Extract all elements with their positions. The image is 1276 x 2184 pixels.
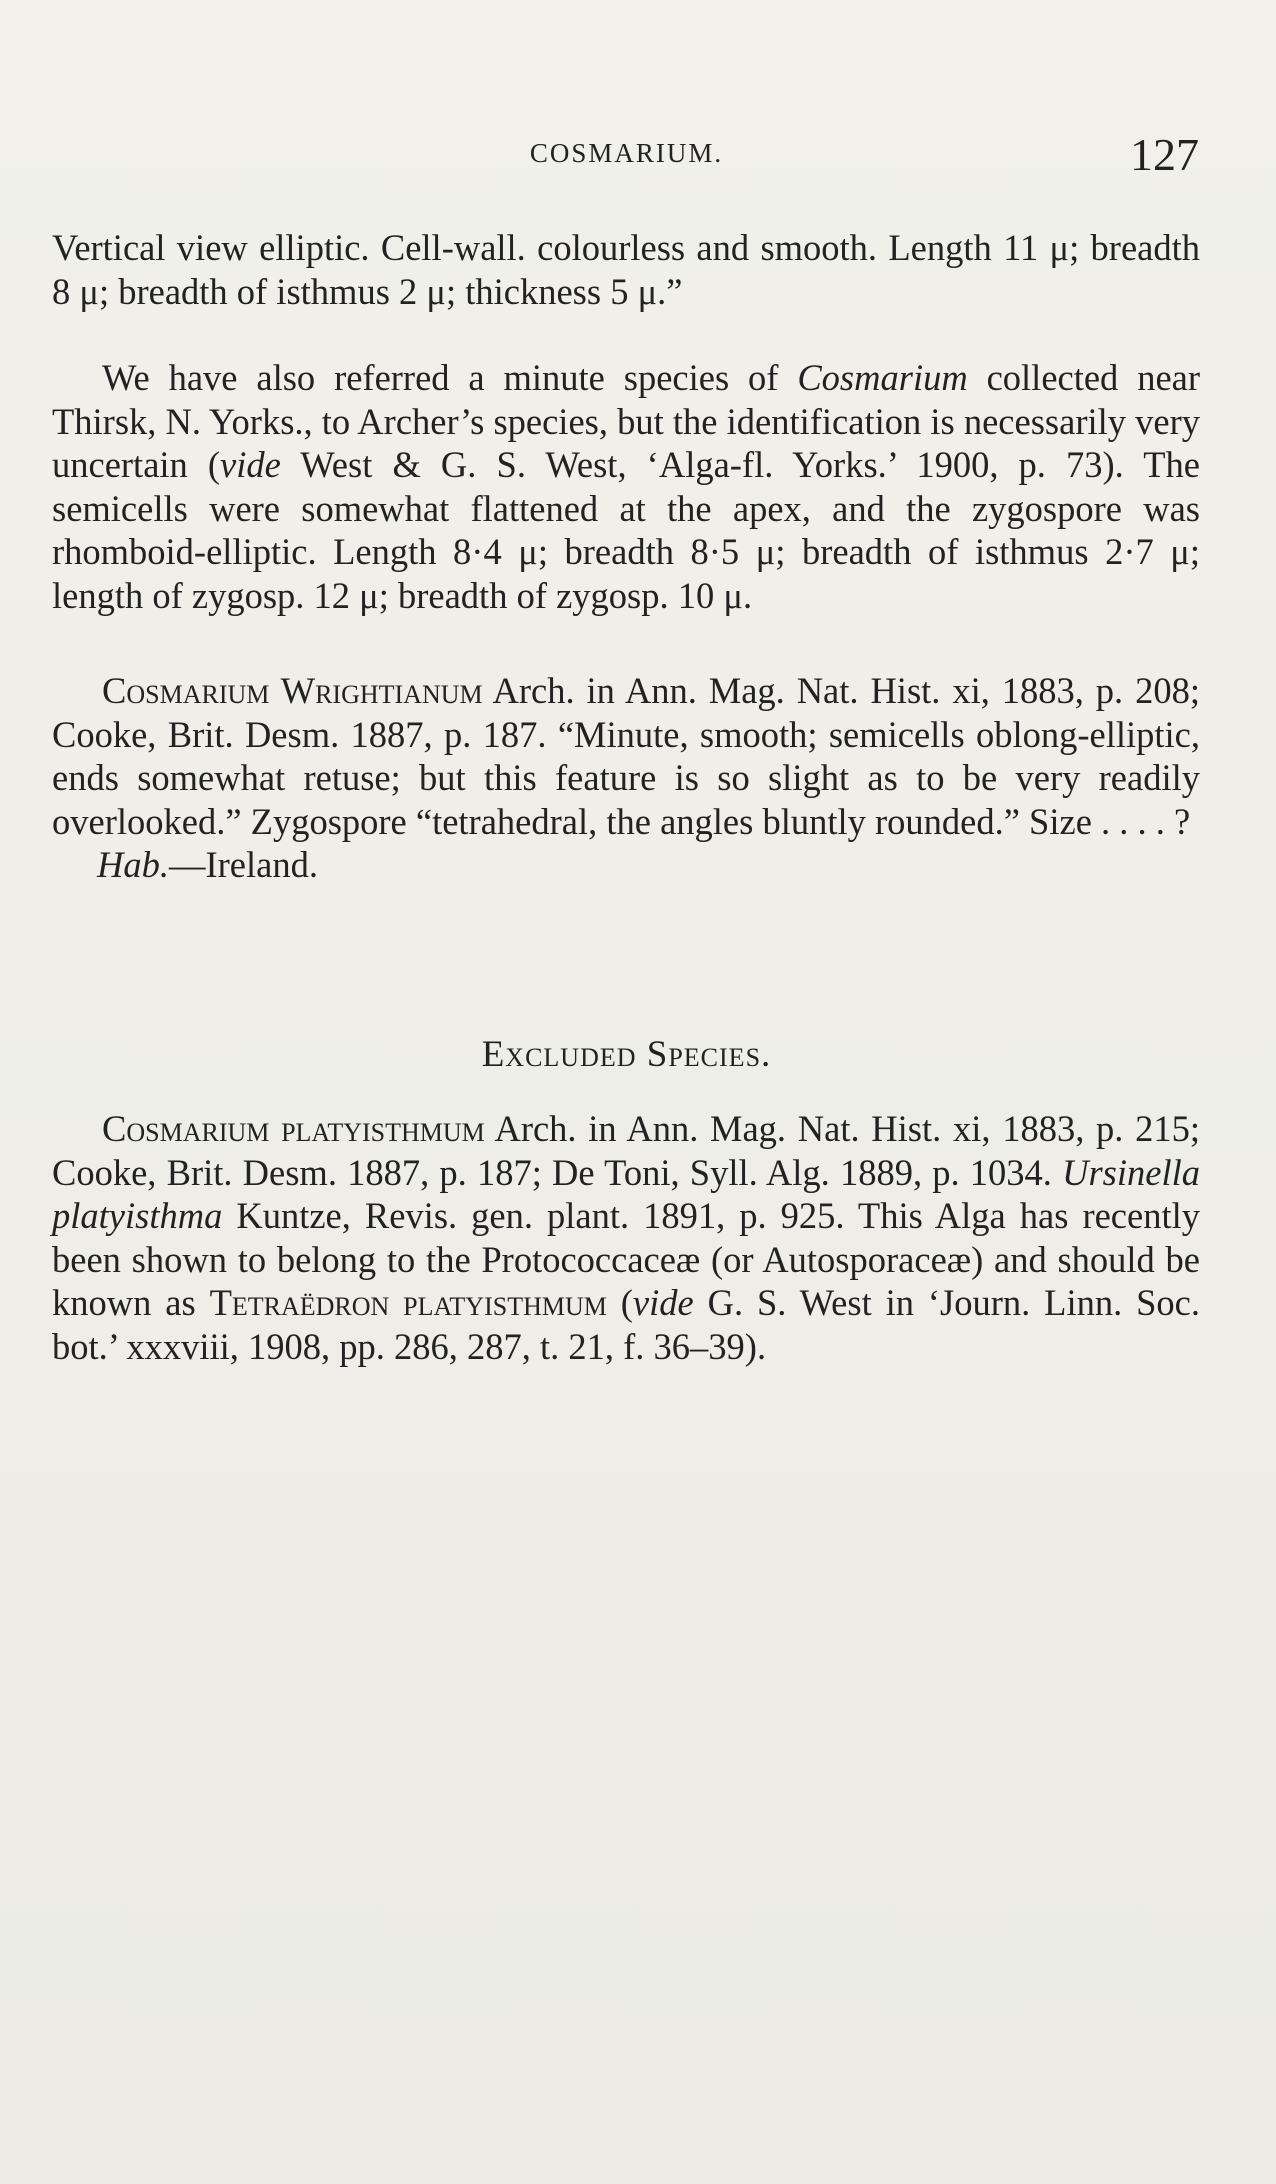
text-run: collected near Thirsk, N. Yorks., to Archer’s species, but the identification is necessarily very uncertain ( (52, 357, 1200, 486)
species-name: Cosmarium platyisthmum (102, 1108, 485, 1149)
paragraph-thirsk-specimen (52, 356, 1200, 618)
text-run: ( (606, 1282, 633, 1324)
paragraph-text (52, 356, 1200, 618)
species-description (52, 1107, 1200, 1369)
text-run: Kuntze, Revis. gen. plant. 1891, p. 925. This Alga has recently been shown to belong to the Protococcaceæ (or Autosporaceæ) and should be known as (52, 1195, 1200, 1324)
species-description (52, 669, 1200, 843)
text-run: We have also referred a minute species of (102, 357, 798, 398)
vide-word: vide (632, 1282, 694, 1324)
text-run: Arch. in Ann. Mag. Nat. Hist. xi, 1883, p. 215; Cooke, Brit. Desm. 1887, p. 187; De Toni, Syll. Alg. 1889, p. 1034. (52, 1108, 1200, 1193)
species-name: Cosmarium Wrightianum (102, 670, 483, 711)
text-run: G. S. West in ‘Journ. Linn. Soc. bot.’ xxxviii, 1908, pp. 286, 287, t. 21, f. 36–39). (52, 1282, 1201, 1367)
genus-name: Cosmarium (797, 357, 968, 398)
synonym-name: Ursinella platyisthma (52, 1151, 1200, 1237)
text-run: West & G. S. West, ‘Alga-fl. Yorks.’ 1900, p. 73). The semicells were somewhat flattened at the apex, and the zygospore was rhomboid-elliptic. Length 8·4 μ; breadth 8·5 μ; breadth of isthmus 2·7 μ; length of zygosp. 12 μ; breadth of zygosp. 10 μ. (52, 444, 1200, 616)
habitat-label: Hab. (97, 844, 169, 886)
paragraph-continuation (52, 226, 1200, 313)
habitat-value: —Ireland. (168, 844, 318, 886)
running-head (0, 128, 1276, 178)
habitat-line (52, 843, 1200, 887)
text-run: Arch. in Ann. Mag. Nat. Hist. xi, 1883, p. 208; Cooke, Brit. Desm. 1887, p. 187. “Minute, smooth; semicells oblong-elliptic, ends somewhat retuse; but this feature is so slight as to be very readily overlooked.” Zygospore “tetrahedral, the angles bluntly rounded.” Size . . . . ? (52, 670, 1200, 842)
running-title: COSMARIUM. (529, 138, 724, 168)
page-number: 127 (1130, 129, 1199, 180)
section-heading: Excluded Species. (481, 1034, 772, 1075)
species-entry-wrightianum (52, 669, 1200, 887)
new-name: Tetraëdron platyisthmum (209, 1282, 607, 1324)
paragraph-text: Vertical view elliptic. Cell-wall. colourless and smooth. Length 11 μ; breadth 8 μ; breadth of isthmus 2 μ; thickness 5 μ.” (52, 227, 1200, 312)
vide-word: vide (220, 444, 281, 486)
species-entry-platyisthmum (52, 1107, 1200, 1369)
